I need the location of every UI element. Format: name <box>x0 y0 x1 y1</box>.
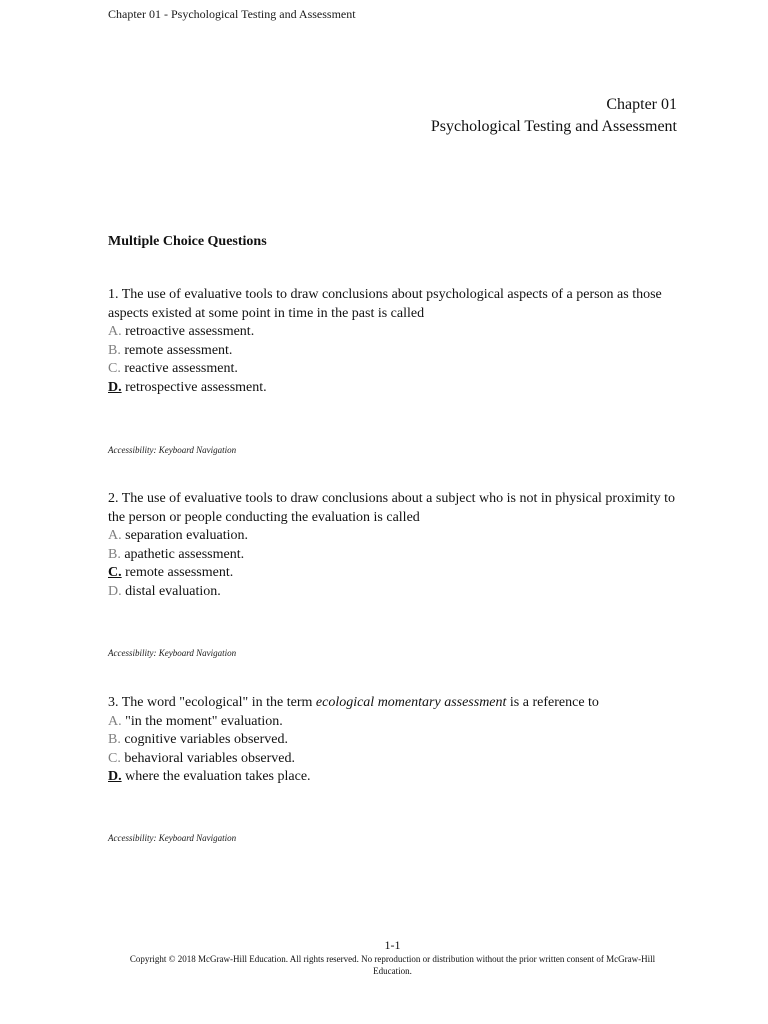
choice-text: remote assessment. <box>125 565 234 580</box>
question-text: The use of evaluative tools to draw conclusions about psychological aspects of a person as those aspects existed at some point in time in the past is called <box>108 287 662 321</box>
correct-choice-letter: C. <box>108 565 122 580</box>
question-3 <box>108 694 678 787</box>
choice-d <box>108 583 678 602</box>
choice-b <box>108 546 678 565</box>
choice-letter: C. <box>108 361 121 376</box>
choice-text: remote assessment. <box>124 342 233 358</box>
question-1 <box>108 286 678 397</box>
question-stem <box>108 490 678 527</box>
choice-b <box>108 731 678 750</box>
choice-text: distal evaluation. <box>125 583 221 599</box>
page-number: 1-1 <box>384 938 401 952</box>
choice-a <box>108 323 678 342</box>
question-text: The use of evaluative tools to draw conclusions about a subject who is not in physical proximity to the person or people conducting the evaluation is called <box>108 491 676 525</box>
copyright-notice: Copyright © 2018 McGraw-Hill Education. All rights reserved. No reproduction or distribution without the prior written consent of McGraw-Hill Education. <box>129 954 656 976</box>
question-number: 1. <box>108 287 119 302</box>
choice-a <box>108 713 678 732</box>
chapter-number: Chapter 01 <box>606 96 677 113</box>
choice-b <box>108 342 678 361</box>
question-text-end: is a reference to <box>509 695 599 710</box>
choice-letter: A. <box>108 528 122 543</box>
accessibility-note: Accessibility: Keyboard Navigation <box>108 648 237 658</box>
choice-letter: B. <box>108 732 121 747</box>
choice-letter: A. <box>108 713 122 729</box>
question-stem <box>108 286 678 323</box>
question-number: 3. <box>108 695 119 710</box>
section-heading: Multiple Choice Questions <box>108 234 267 249</box>
choice-text: retroactive assessment. <box>125 324 255 339</box>
correct-choice-letter: D. <box>108 379 122 395</box>
choice-text: reactive assessment. <box>124 361 238 376</box>
choice-a <box>108 527 678 546</box>
correct-choice-letter: D. <box>108 769 122 784</box>
running-header: Chapter 01 - Psychological Testing and Assessment <box>108 7 356 21</box>
choice-c <box>108 360 678 379</box>
question-2 <box>108 490 678 601</box>
question-italic-term: ecological momentary assessment <box>315 695 507 710</box>
question-number: 2. <box>108 491 119 506</box>
accessibility-note: Accessibility: Keyboard Navigation <box>108 833 237 843</box>
choice-c-correct <box>108 564 678 583</box>
choice-text: cognitive variables observed. <box>124 732 289 747</box>
question-text: The word "ecological" in the term <box>121 695 313 710</box>
choice-d-correct <box>108 379 678 398</box>
choice-text: "in the moment" evaluation. <box>125 713 283 729</box>
accessibility-note: Accessibility: Keyboard Navigation <box>108 445 237 455</box>
choice-text: where the evaluation takes place. <box>125 769 311 784</box>
choice-c <box>108 750 678 769</box>
question-stem <box>108 694 678 713</box>
choice-text: retrospective assessment. <box>125 379 267 395</box>
chapter-title: Psychological Testing and Assessment <box>430 118 677 135</box>
choice-d-correct <box>108 768 678 787</box>
choice-text: separation evaluation. <box>125 528 248 543</box>
choice-letter: C. <box>108 750 121 766</box>
choice-letter: D. <box>108 583 122 599</box>
choice-letter: A. <box>108 324 122 339</box>
choice-letter: B. <box>108 546 121 562</box>
choice-text: apathetic assessment. <box>124 546 245 562</box>
choice-text: behavioral variables observed. <box>124 750 295 766</box>
chapter-title-block <box>431 94 677 138</box>
choice-letter: B. <box>108 342 121 358</box>
